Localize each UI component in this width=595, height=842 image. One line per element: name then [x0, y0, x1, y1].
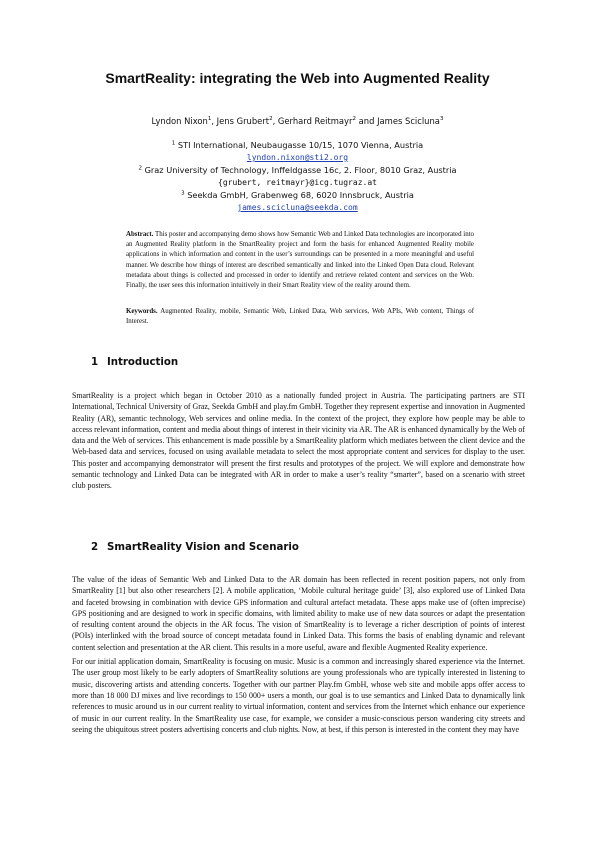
section-number: 1 [91, 357, 99, 368]
paragraph: For our initial application domain, SmartReality is focusing on music. Music is a common and increasingly shared experience via the Internet. The user group most likely to be early adopters of SmartReality solutions are young professionals who are typically interested in listening to music, discovering artists and attending concerts. Together with our partner Play.fm GmbH, whose web site and mobile apps offer access to more than 18 000 DJ mixes and live recordings to 150 000+ users a month, our goal is to use semantics and Linked Data to dynamically link references to music around us in our current reality to virtual information, content and services from the Internet which enhance our experience of music in our current reality. In the SmartReality use case, for example, we consider a music-conscious person wandering city streets and seeing the ubiquitous street posters advertising concerts and club nights. Now, at best, if this person is interested in the content they may have [72, 657, 525, 734]
section-title: Introduction [107, 357, 179, 368]
paper-title: SmartReality: integrating the Web into Augmented Reality [105, 70, 490, 86]
section-number: 2 [91, 542, 99, 553]
author-name: Gerhard Reitmayr [277, 116, 353, 126]
section-body [72, 574, 525, 735]
affiliation-mark: 3 [181, 190, 185, 197]
affiliation-1-email[interactable]: lyndon.nixon@sti2.org [246, 153, 349, 162]
section-body [72, 390, 525, 492]
affiliation-mark: 2 [138, 165, 142, 172]
section-heading [91, 542, 299, 553]
affiliation-3-email[interactable]: james.scicluna@seekda.com [237, 203, 358, 212]
affiliation-2-email: {grubert, reitmayr}@icg.tugraz.at [218, 178, 377, 187]
author-name: James Scicluna [377, 116, 440, 126]
author-affiliation-mark: 1 [207, 116, 212, 123]
keywords-label: Keywords. [126, 308, 158, 315]
keywords-text: Augmented Reality, mobile, Semantic Web, Linked Data, Web services, Web APIs, Web content, Things of Interest. [126, 308, 474, 326]
abstract-text: This poster and accompanying demo shows how Semantic Web and Linked Data technologies are incorporated into an Augmented Reality platform in the SmartReality project and form the basis for enhanced Augmented Reality mobile applications in which information and content in the user’s surroundings can be presented in a more meaningful and useful manner. We describe how things of interest are described semantically and linked into the Linked Open Data cloud. Relevant metadata about things is collected and processed in order to identify and retrieve related content and services on the Web. Finally, the user sees this information intuitively in their Smart Reality view of the reality around them. [126, 231, 474, 290]
section-title: SmartReality Vision and Scenario [107, 542, 299, 553]
author-name: Lyndon Nixon [151, 116, 208, 126]
author-affiliation-mark: 3 [439, 116, 444, 123]
keywords [126, 307, 474, 327]
author-affiliation-mark: 2 [352, 116, 356, 123]
author-list: Lyndon Nixon$^1$, Jens Grubert$^2$, Gerhard Reitmayr$^2$ and James Scicluna$^3$ [151, 116, 444, 126]
affiliation-mark: 1 [171, 140, 176, 147]
affiliation-text: Seekda GmbH, Grabenweg 68, 6020 Innsbruck, Austria [187, 190, 414, 200]
affiliation-3 [0, 189, 595, 201]
abstract-label: Abstract. [126, 231, 154, 238]
affiliation-2 [0, 164, 595, 176]
paragraph: The value of the ideas of Semantic Web and Linked Data to the AR domain has been reflected in recent position papers, not only from SmartReality [1] but also other researchers [2]. A mobile application, ‘Mobile cultural heritage guide’ [3], also explored use of Linked Data and faceted browsing in combination with device GPS information and cultural artefact metadata. These apps make use of (often imprecise) GPS positioning and are designed to work in specific domains, with limited ability to make use of new data sources or adapt the presentation of resulting content around the objects in the AR focus. The vision of SmartReality is to leverage a richer description of points of interest (POIs) interlinked with the broad source of concept metadata found in Linked Data. This forms the basis of enabling dynamic and relevant content selection and presentation at the AR client. This results in a more useful, aware and flexible Augmented Reality experience. [72, 575, 525, 652]
paragraph: SmartReality is a project which began in October 2010 as a nationally funded project in Austria. The participating partners are STI International, Technical University of Graz, Seekda GmbH and play.fm GmbH. Together they represent expertise and innovation in Augmented Reality (AR), semantic technology, Web services and online media. In the context of the project, they explore how people may be able to access relevant information, content and media about things of interest in their vicinity via AR. The AR is enhanced dynamically by the Web of data and the Web of services. This enhancement is made possible by a SmartReality platform which mediates between the client device and the Web-based data and services, focused on using available metadata to select the most appropriate content and services for display to the user. This poster and accompanying demonstrator will present the first results and prototypes of the project. We will explore and demonstrate how semantic technology and Linked Data can be integrated with AR in order to make a user’s reality “smarter”, based on a scenario with street club posters. [72, 391, 525, 491]
affiliation-text: Graz University of Technology, Inffeldgasse 16c, 2. Floor, 8010 Graz, Austria [144, 165, 457, 175]
author-affiliation-mark: 2 [269, 116, 273, 123]
author-name: Jens Grubert [216, 116, 270, 126]
section-heading [91, 357, 178, 368]
affiliation-1 [0, 139, 595, 151]
affiliation-text: STI International, Neubaugasse 10/15, 1070 Vienna, Austria [177, 140, 424, 150]
abstract [126, 230, 474, 291]
